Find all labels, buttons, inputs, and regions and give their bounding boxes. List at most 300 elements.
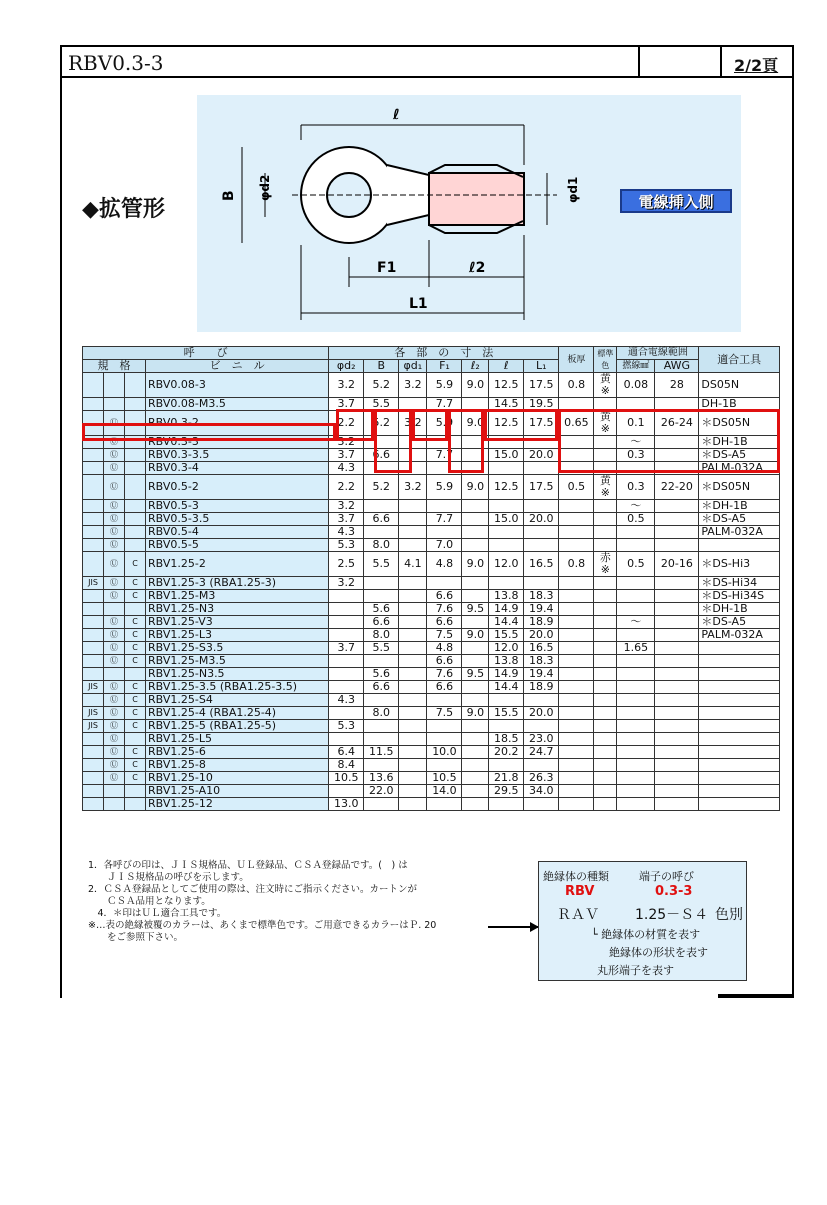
- table-cell-awg: [655, 655, 699, 668]
- table-cell-col: [594, 526, 617, 539]
- table-cell-t: [559, 798, 594, 811]
- table-cell-l: 20.2: [489, 746, 524, 759]
- table-cell-tool: [699, 772, 780, 785]
- table-cell-b: [364, 577, 399, 590]
- table-cell-mm: [617, 577, 655, 590]
- table-cell-f1: 10.0: [427, 746, 462, 759]
- col-b: B: [364, 360, 399, 373]
- table-cell-l: 15.5: [489, 629, 524, 642]
- col-l: ℓ: [489, 360, 524, 373]
- table-row: [83, 785, 780, 798]
- table-row: [83, 539, 780, 552]
- table-cell-col: 黄※: [594, 373, 617, 398]
- table-cell-d1: [399, 616, 427, 629]
- table-cell-l: 12.5: [489, 475, 524, 500]
- table-cell-jis: [83, 746, 104, 759]
- table-cell-f1: 6.6: [427, 590, 462, 603]
- table-cell-name: RBV1.25-M3.5: [146, 655, 329, 668]
- table-cell-l2: 9.0: [462, 475, 489, 500]
- table-cell-t: [559, 526, 594, 539]
- table-cell-mm: [617, 798, 655, 811]
- table-cell-csa: [125, 785, 146, 798]
- table-cell-csa: [125, 449, 146, 462]
- table-cell-mm: [617, 720, 655, 733]
- table-cell-mm: [617, 785, 655, 798]
- table-cell-name: RBV1.25-L5: [146, 733, 329, 746]
- table-cell-csa: C: [125, 655, 146, 668]
- table-cell-ul: Ⓤ: [104, 733, 125, 746]
- table-cell-awg: [655, 616, 699, 629]
- table-cell-tool: [699, 694, 780, 707]
- table-cell-awg: [655, 500, 699, 513]
- table-cell-name: RBV1.25-V3: [146, 616, 329, 629]
- table-cell-f1: [427, 526, 462, 539]
- table-cell-jis: [83, 759, 104, 772]
- table-cell-awg: [655, 798, 699, 811]
- header-empty-cell: [638, 47, 722, 76]
- table-cell-f1: 4.8: [427, 642, 462, 655]
- table-cell-jis: [83, 590, 104, 603]
- table-cell-jis: JIS: [83, 681, 104, 694]
- table-row: [83, 681, 780, 694]
- table-cell-d2: 6.4: [329, 746, 364, 759]
- table-cell-l: [489, 759, 524, 772]
- table-cell-l2: [462, 759, 489, 772]
- highlight-right: [558, 409, 780, 473]
- table-row: [83, 694, 780, 707]
- table-cell-mm: [617, 772, 655, 785]
- table-cell-mm: [617, 746, 655, 759]
- table-cell-csa: [125, 513, 146, 526]
- col-l1: L₁: [524, 360, 559, 373]
- note-line: ＣＳＡ品用となります。: [88, 896, 211, 907]
- table-row: [83, 373, 780, 398]
- col-f1: F₁: [427, 360, 462, 373]
- table-row: [83, 513, 780, 526]
- col-dims: 各 部 の 寸 法: [329, 347, 559, 360]
- table-cell-ul: Ⓤ: [104, 552, 125, 577]
- table-cell-col: [594, 785, 617, 798]
- table-cell-l2: [462, 694, 489, 707]
- table-cell-ul: Ⓤ: [104, 772, 125, 785]
- table-cell-col: [594, 798, 617, 811]
- table-row: [83, 759, 780, 772]
- table-cell-L1: 18.3: [524, 590, 559, 603]
- table-cell-l2: [462, 616, 489, 629]
- terminal-drawing: [197, 95, 741, 332]
- table-cell-t: [559, 539, 594, 552]
- table-cell-f1: [427, 759, 462, 772]
- table-cell-csa: [125, 733, 146, 746]
- table-cell-d1: 3.2: [399, 373, 427, 398]
- table-cell-t: [559, 681, 594, 694]
- table-cell-d1: [399, 746, 427, 759]
- table-cell-col: [594, 577, 617, 590]
- table-cell-tool: [699, 655, 780, 668]
- table-row: [83, 655, 780, 668]
- table-cell-t: 0.8: [559, 373, 594, 398]
- table-cell-f1: 7.5: [427, 707, 462, 720]
- table-cell-tool: ＊DS05N: [699, 475, 780, 500]
- table-cell-csa: [125, 398, 146, 411]
- table-cell-l: 21.8: [489, 772, 524, 785]
- table-cell-mm: [617, 681, 655, 694]
- table-cell-l: 29.5: [489, 785, 524, 798]
- table-cell-b: 8.0: [364, 539, 399, 552]
- table-cell-ul: [104, 785, 125, 798]
- note-line: ＪＩＳ規格品の呼びを示します。: [88, 872, 249, 883]
- table-cell-ul: Ⓤ: [104, 746, 125, 759]
- table-cell-ul: Ⓤ: [104, 681, 125, 694]
- table-row: [83, 616, 780, 629]
- table-cell-d2: [329, 707, 364, 720]
- table-cell-l: 14.9: [489, 668, 524, 681]
- table-cell-f1: 5.9: [427, 373, 462, 398]
- table-cell-mm: 0.3: [617, 449, 655, 462]
- table-cell-tool: ＊DH-1B: [699, 603, 780, 616]
- table-cell-l: [489, 526, 524, 539]
- table-cell-L1: [524, 577, 559, 590]
- col-std: 規 格: [83, 360, 146, 373]
- table-cell-b: 8.0: [364, 629, 399, 642]
- table-cell-l: 12.0: [489, 642, 524, 655]
- table-cell-f1: 7.7: [427, 449, 462, 462]
- table-cell-ul: Ⓤ: [104, 526, 125, 539]
- table-cell-csa: [125, 798, 146, 811]
- table-cell-d1: [399, 655, 427, 668]
- table-cell-d2: 4.3: [329, 694, 364, 707]
- table-cell-jis: [83, 629, 104, 642]
- highlight-row: [82, 423, 336, 441]
- table-cell-L1: 23.0: [524, 733, 559, 746]
- table-cell-tool: [699, 720, 780, 733]
- table-cell-t: [559, 603, 594, 616]
- table-cell-name: RBV1.25-N3.5: [146, 668, 329, 681]
- table-cell-awg: [655, 720, 699, 733]
- col-vinyl: ビ ニ ル: [146, 360, 329, 373]
- table-cell-awg: 20-16: [655, 552, 699, 577]
- table-cell-name: RBV1.25-S3.5: [146, 642, 329, 655]
- table-cell-awg: 22-20: [655, 475, 699, 500]
- table-row: [83, 746, 780, 759]
- table-row: [83, 642, 780, 655]
- label-phi-d2: φd2: [258, 174, 272, 201]
- bottom-rule: [718, 994, 794, 998]
- table-cell-t: [559, 707, 594, 720]
- table-cell-name: RBV0.3-3.5: [146, 449, 329, 462]
- table-cell-L1: 17.5: [524, 475, 559, 500]
- table-cell-f1: 14.0: [427, 785, 462, 798]
- header-bar: [60, 45, 794, 78]
- table-cell-csa: [125, 462, 146, 475]
- table-cell-b: 5.5: [364, 552, 399, 577]
- table-cell-tool: [699, 733, 780, 746]
- table-cell-f1: 5.9: [427, 475, 462, 500]
- table-cell-jis: [83, 668, 104, 681]
- col-d2: φd₂: [329, 360, 364, 373]
- table-cell-name: RBV0.08-M3.5: [146, 398, 329, 411]
- table-cell-mm: [617, 590, 655, 603]
- table-cell-csa: [125, 500, 146, 513]
- table-cell-d2: [329, 603, 364, 616]
- table-cell-awg: [655, 577, 699, 590]
- table-cell-mm: [617, 629, 655, 642]
- table-cell-l: [489, 462, 524, 475]
- table-cell-l2: 9.5: [462, 668, 489, 681]
- table-cell-d1: [399, 785, 427, 798]
- table-cell-d2: [329, 733, 364, 746]
- table-cell-name: RBV1.25-4 (RBA1.25-4): [146, 707, 329, 720]
- table-cell-f1: 6.6: [427, 655, 462, 668]
- table-cell-b: 22.0: [364, 785, 399, 798]
- table-cell-col: [594, 616, 617, 629]
- table-cell-csa: [125, 668, 146, 681]
- table-cell-t: [559, 590, 594, 603]
- table-cell-b: 5.2: [364, 475, 399, 500]
- table-cell-l2: [462, 681, 489, 694]
- table-cell-b: 11.5: [364, 746, 399, 759]
- table-cell-b: 6.6: [364, 449, 399, 462]
- legend-code-color: 色別: [715, 907, 743, 923]
- table-cell-L1: 26.3: [524, 772, 559, 785]
- page-number: 2/2頁: [734, 56, 779, 75]
- table-cell-t: [559, 720, 594, 733]
- table-cell-L1: 20.0: [524, 629, 559, 642]
- table-cell-b: [364, 590, 399, 603]
- table-row: [83, 552, 780, 577]
- table-cell-d2: 3.2: [329, 500, 364, 513]
- table-cell-tool: ＊DS-A5: [699, 513, 780, 526]
- table-cell-mm: [617, 668, 655, 681]
- legend-line-material: └ 絶縁体の材質を表す: [591, 928, 701, 941]
- table-cell-ul: Ⓤ: [104, 411, 125, 436]
- table-cell-jis: [83, 798, 104, 811]
- table-cell-t: [559, 733, 594, 746]
- table-cell-awg: [655, 629, 699, 642]
- table-cell-ul: Ⓤ: [104, 655, 125, 668]
- label-l: ℓ: [393, 107, 400, 123]
- table-cell-name: RBV1.25-8: [146, 759, 329, 772]
- table-cell-name: RBV0.3-4: [146, 462, 329, 475]
- table-cell-col: [594, 668, 617, 681]
- table-cell-d1: [399, 733, 427, 746]
- table-cell-ul: Ⓤ: [104, 590, 125, 603]
- table-cell-t: 0.5: [559, 475, 594, 500]
- legend-insulation-type: 絶縁体の種類: [543, 870, 609, 883]
- table-cell-col: [594, 513, 617, 526]
- table-cell-f1: [427, 720, 462, 733]
- table-cell-l2: 9.0: [462, 707, 489, 720]
- table-cell-l2: 9.0: [462, 552, 489, 577]
- legend-terminal-name: 端子の呼び: [639, 870, 694, 883]
- table-cell-d1: [399, 642, 427, 655]
- table-cell-name: RBV1.25-3.5 (RBA1.25-3.5): [146, 681, 329, 694]
- table-cell-d2: [329, 785, 364, 798]
- table-cell-mm: 〜: [617, 500, 655, 513]
- table-cell-mm: 0.5: [617, 552, 655, 577]
- table-cell-ul: [104, 373, 125, 398]
- table-row: [83, 475, 780, 500]
- table-cell-csa: C: [125, 681, 146, 694]
- table-cell-t: [559, 513, 594, 526]
- table-cell-d1: [399, 798, 427, 811]
- table-cell-tool: [699, 642, 780, 655]
- table-cell-b: [364, 694, 399, 707]
- table-cell-name: RBV0.5-3: [146, 500, 329, 513]
- table-cell-d1: [399, 590, 427, 603]
- note-line: をご参照下さい。: [88, 932, 184, 943]
- table-cell-d2: 3.2: [329, 373, 364, 398]
- table-cell-jis: [83, 694, 104, 707]
- table-cell-jis: [83, 655, 104, 668]
- highlight-d1: [374, 409, 412, 473]
- table-cell-ul: Ⓤ: [104, 539, 125, 552]
- table-cell-d2: 13.0: [329, 798, 364, 811]
- table-cell-col: 黄※: [594, 411, 617, 436]
- table-cell-b: [364, 733, 399, 746]
- table-cell-name: RBV1.25-N3: [146, 603, 329, 616]
- table-cell-t: [559, 772, 594, 785]
- table-cell-t: [559, 759, 594, 772]
- table-cell-tool: ＊DH-1B: [699, 500, 780, 513]
- table-cell-name: RBV1.25-10: [146, 772, 329, 785]
- table-cell-awg: [655, 785, 699, 798]
- table-cell-tool: PALM-032A: [699, 629, 780, 642]
- table-cell-d2: 5.3: [329, 539, 364, 552]
- table-row: [83, 668, 780, 681]
- table-cell-b: 5.6: [364, 603, 399, 616]
- table-cell-name: RBV1.25-12: [146, 798, 329, 811]
- col-d1: φd₁: [399, 360, 427, 373]
- table-cell-f1: 6.6: [427, 616, 462, 629]
- table-cell-L1: 34.0: [524, 785, 559, 798]
- table-cell-L1: 20.0: [524, 513, 559, 526]
- table-cell-name: RBV0.3-3: [146, 436, 329, 449]
- table-cell-f1: [427, 733, 462, 746]
- table-cell-d2: [329, 668, 364, 681]
- table-cell-f1: 7.0: [427, 539, 462, 552]
- table-cell-l2: 9.5: [462, 603, 489, 616]
- table-cell-d2: 2.2: [329, 411, 364, 436]
- table-cell-ul: Ⓤ: [104, 694, 125, 707]
- col-thickness: 板厚: [559, 347, 594, 373]
- table-cell-tool: [699, 798, 780, 811]
- highlight-l2: [448, 409, 484, 473]
- table-cell-csa: C: [125, 552, 146, 577]
- table-cell-l2: [462, 772, 489, 785]
- table-cell-b: 8.0: [364, 707, 399, 720]
- label-F1: F1: [377, 260, 397, 276]
- table-cell-d2: [329, 590, 364, 603]
- table-cell-jis: [83, 733, 104, 746]
- table-cell-mm: 0.1: [617, 411, 655, 436]
- table-cell-L1: [524, 759, 559, 772]
- table-cell-d2: 4.3: [329, 462, 364, 475]
- table-cell-t: 0.65: [559, 411, 594, 436]
- table-row: [83, 577, 780, 590]
- table-cell-awg: [655, 513, 699, 526]
- table-cell-col: [594, 681, 617, 694]
- table-cell-L1: [524, 526, 559, 539]
- col-name: 呼 び: [83, 347, 329, 360]
- table-cell-csa: [125, 373, 146, 398]
- table-cell-l: 13.8: [489, 655, 524, 668]
- table-cell-csa: C: [125, 759, 146, 772]
- table-cell-name: RBV1.25-M3: [146, 590, 329, 603]
- table-cell-d2: 3.7: [329, 398, 364, 411]
- highlight-l-l1: [484, 409, 558, 441]
- table-cell-b: 5.6: [364, 668, 399, 681]
- table-cell-f1: 7.6: [427, 668, 462, 681]
- wire-insert-side-badge: 電線挿入側: [620, 189, 732, 213]
- table-cell-d1: [399, 577, 427, 590]
- table-cell-tool: ＊DS05N: [699, 411, 780, 436]
- table-cell-tool: [699, 668, 780, 681]
- table-cell-l: 18.5: [489, 733, 524, 746]
- col-size: 撚線㎟: [617, 360, 655, 373]
- legend-code-type: ＲＡＶ: [557, 907, 599, 923]
- table-cell-t: 0.8: [559, 552, 594, 577]
- table-cell-d1: [399, 681, 427, 694]
- table-cell-jis: [83, 552, 104, 577]
- highlight-f1: [412, 409, 448, 441]
- table-cell-ul: Ⓤ: [104, 616, 125, 629]
- table-cell-l2: 9.0: [462, 629, 489, 642]
- table-cell-b: [364, 759, 399, 772]
- table-cell-col: [594, 733, 617, 746]
- table-cell-b: [364, 500, 399, 513]
- table-cell-awg: [655, 526, 699, 539]
- table-cell-name: RBV1.25-5 (RBA1.25-5): [146, 720, 329, 733]
- table-cell-b: [364, 798, 399, 811]
- table-cell-name: RBV0.5-3.5: [146, 513, 329, 526]
- table-cell-csa: C: [125, 629, 146, 642]
- table-row: [83, 500, 780, 513]
- table-cell-l: 12.0: [489, 552, 524, 577]
- col-color: 標準色: [594, 347, 617, 373]
- table-cell-L1: [524, 694, 559, 707]
- table-row: [83, 733, 780, 746]
- table-cell-d1: [399, 513, 427, 526]
- table-cell-l2: [462, 539, 489, 552]
- table-cell-t: [559, 694, 594, 707]
- table-cell-jis: JIS: [83, 720, 104, 733]
- table-cell-b: [364, 655, 399, 668]
- table-cell-l: [489, 500, 524, 513]
- table-cell-l: [489, 577, 524, 590]
- table-cell-mm: 0.08: [617, 373, 655, 398]
- table-cell-col: [594, 500, 617, 513]
- table-row: [83, 629, 780, 642]
- table-cell-b: 5.2: [364, 373, 399, 398]
- table-cell-col: [594, 759, 617, 772]
- legend-line-ring: 丸形端子を表す: [597, 964, 674, 977]
- table-cell-l: [489, 798, 524, 811]
- table-cell-f1: [427, 798, 462, 811]
- highlight-b: [336, 409, 374, 441]
- table-cell-l2: [462, 785, 489, 798]
- table-cell-col: [594, 772, 617, 785]
- table-cell-t: [559, 642, 594, 655]
- table-cell-col: [594, 707, 617, 720]
- table-cell-jis: [83, 500, 104, 513]
- table-cell-mm: 〜: [617, 616, 655, 629]
- table-cell-jis: [83, 772, 104, 785]
- table-cell-ul: Ⓤ: [104, 449, 125, 462]
- table-cell-d1: [399, 668, 427, 681]
- table-cell-l: [489, 694, 524, 707]
- table-cell-col: [594, 655, 617, 668]
